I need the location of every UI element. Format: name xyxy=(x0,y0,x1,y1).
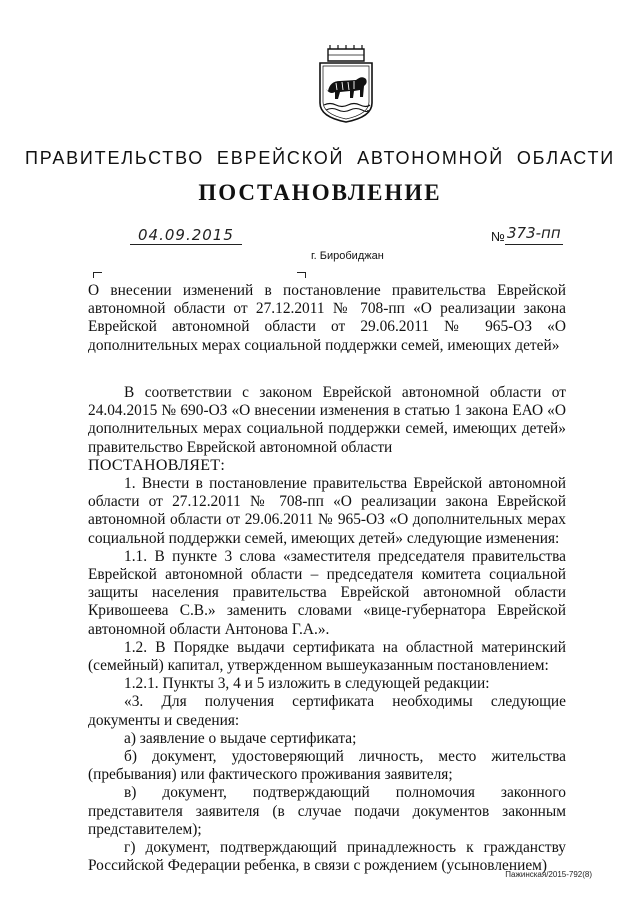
paragraph-item-b: б) документ, удостоверяющий личность, место жительства (пребывания) или фактического проживания заявителя; xyxy=(88,748,566,784)
resolves-heading: ПОСТАНОВЛЯЕТ: xyxy=(88,456,226,474)
document-subject: О внесении изменений в постановление правительства Еврейской автономной области от 27.12.2011 № 708-пп «О реализации закона Еврейской автономной области от 29.06.2011 № 965-ОЗ «О дополнительных мерах социальной поддержки семей, имеющих детей» xyxy=(88,282,566,354)
subject-corner-mark-right xyxy=(297,272,306,278)
document-date: 04.09.2015 xyxy=(138,226,234,244)
date-underline xyxy=(130,244,242,245)
subject-corner-mark-left xyxy=(93,272,102,278)
paragraph-1: 1. Внести в постановление правительства Еврейской автономной области от 27.12.2011 № 708-пп «О реализации закона Еврейской автономной области от 29.06.2011 № 965-ОЗ «О дополнительных мерах социальной поддержки семей, имеющих детей» следующие изменения: xyxy=(88,475,566,547)
city-label: г. Биробиджан xyxy=(311,250,384,262)
preamble-paragraph: В соответствии с законом Еврейской автономной области от 24.04.2015 № 690-ОЗ «О внесении изменения в статью 1 закона ЕАО «О дополнительных мерах социальной поддержки семей, имеющих детей» правительство Еврейской автономной области xyxy=(88,384,566,456)
document-type-title: ПОСТАНОВЛЕНИЕ xyxy=(198,180,442,205)
paragraph-item-g: г) документ, подтверждающий принадлежность к гражданству Российской Федерации ребенка, в связи с рождением (усыновлением) xyxy=(88,839,566,875)
paragraph-item-v: в) документ, подтверждающий полномочия законного представителя заявителя (в случае подачи документов законным представителем); xyxy=(88,784,566,838)
number-underline xyxy=(505,244,563,245)
paragraph-item-a: а) заявление о выдаче сертификата; xyxy=(124,729,357,747)
paragraph-1-1: 1.1. В пункте 3 слова «заместителя председателя правительства Еврейской автономной области – председателя комитета социальной защиты населения правительства Еврейской автономной области Кривошеева С.В.» заменить словами «вице-губернатора Еврейской автономной области Антонова Г.А.». xyxy=(88,547,566,638)
document-number: 373-пп xyxy=(507,224,561,242)
document-body xyxy=(88,384,566,875)
paragraph-1-2-1: 1.2.1. Пункты 3, 4 и 5 изложить в следующей редакции: xyxy=(124,675,490,693)
paragraph-item-3: «3. Для получения сертификата необходимы следующие документы и сведения: xyxy=(88,693,566,729)
footer-document-code: Пажинская/2015-792(8) xyxy=(505,870,592,879)
coat-of-arms-tiger-icon xyxy=(316,45,376,123)
number-prefix: № xyxy=(491,229,505,244)
paragraph-1-2: 1.2. В Порядке выдачи сертификата на областной материнский (семейный) капитал, утвержденном вышеуказанным постановлением: xyxy=(88,638,566,675)
government-title: ПРАВИТЕЛЬСТВО ЕВРЕЙСКОЙ АВТОНОМНОЙ ОБЛАСТИ xyxy=(24,148,615,168)
